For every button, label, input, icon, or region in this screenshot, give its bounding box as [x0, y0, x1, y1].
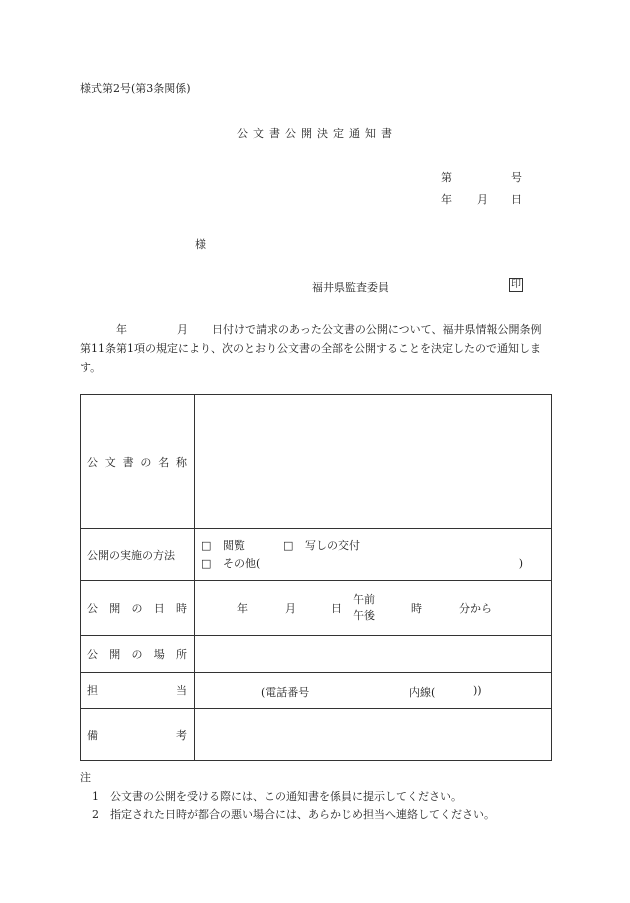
dt-hour: 時 [411, 602, 422, 615]
option-view-label: 閲覧 [223, 538, 245, 552]
note-item: 1 公文書の公開を受ける際には、この通知書を係員に提示してください。 [92, 790, 462, 803]
contact-field[interactable] [195, 673, 552, 709]
checkbox-copy[interactable]: □ [283, 538, 294, 552]
body-month: 月 [177, 323, 188, 336]
table-row [81, 636, 552, 673]
option-other-close: ) [518, 556, 523, 570]
seal-mark: 印 [511, 279, 521, 290]
label-datetime: 公 開 の 日 時 [81, 581, 195, 636]
label-contact: 担 当 [81, 673, 195, 709]
label-document-name: 公 文 書 の 名 称 [81, 395, 195, 529]
table-row [81, 581, 552, 636]
date-year: 年 [441, 193, 452, 206]
contact-phone: (電話番号 [261, 686, 310, 699]
dt-year: 年 [237, 602, 248, 615]
dt-day: 日 [331, 602, 342, 615]
doc-number-suffix: 号 [511, 171, 522, 184]
table-row [81, 395, 552, 529]
form-number: 様式第2号(第3条関係) [80, 82, 191, 95]
option-copy-label: 写しの交付 [305, 538, 360, 552]
body-paragraph [80, 320, 550, 377]
option-other-label: その他( [223, 556, 261, 570]
place-field[interactable] [195, 636, 552, 673]
dt-month: 月 [285, 602, 296, 615]
contact-ext: 内線( [409, 686, 436, 699]
notes-heading: 注 [80, 771, 91, 784]
issuer-name: 福井県監査委員 [312, 281, 389, 294]
table-row [81, 529, 552, 581]
table-row [81, 709, 552, 761]
dt-ampm: 午前 午後 [353, 593, 375, 622]
contact-close: )) [473, 684, 482, 697]
document-name-field[interactable] [195, 395, 552, 529]
addressee-suffix: 様 [195, 238, 206, 251]
label-place: 公 開 の 場 所 [81, 636, 195, 673]
doc-number-prefix: 第 [441, 171, 452, 184]
dt-minute: 分から [459, 602, 492, 615]
label-remarks: 備 考 [81, 709, 195, 761]
body-year: 年 [116, 323, 127, 336]
table-row [81, 673, 552, 709]
body-text: 日付けで請求のあった公文書の公開について、福井県情報公開条例第11条第1項の規定により、次のとおり公文書の全部を公開することを決定したので通知します。 [80, 323, 542, 374]
date-day: 日 [511, 193, 522, 206]
checkbox-view[interactable]: □ [201, 538, 212, 552]
disclosure-table [80, 394, 552, 761]
remarks-field[interactable] [195, 709, 552, 761]
datetime-field[interactable] [195, 581, 552, 636]
checkbox-other[interactable]: □ [201, 556, 212, 570]
label-method: 公開の実施の方法 [81, 529, 195, 581]
method-field [195, 529, 552, 581]
date-month: 月 [477, 193, 488, 206]
document-title: 公文書公開決定通知書 [237, 127, 397, 140]
note-item: 2 指定された日時が都合の悪い場合には、あらかじめ担当へ連絡してください。 [92, 808, 495, 821]
